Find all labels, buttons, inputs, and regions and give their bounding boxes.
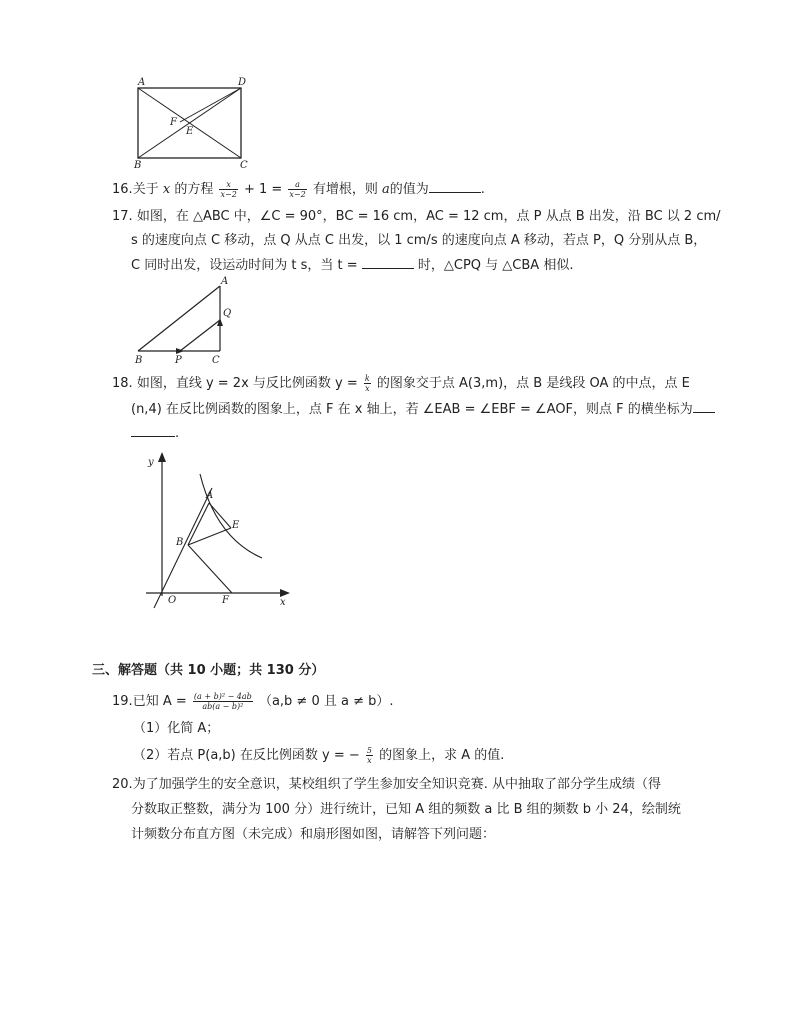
question-19-part-1: （1）化简 A； xyxy=(133,721,220,736)
question-16: 16.关于 x 的方程 $\frac{x}{x-2}$ + 1 = $\frac{a}{x-2}$ 有增根，则 a的值为 . xyxy=(112,180,485,199)
fraction: $\frac{k}{x}$ xyxy=(364,374,370,393)
label-E: E xyxy=(232,520,240,531)
label-C: C xyxy=(240,160,248,170)
question-17-line-2: s 的速度向点 C 移动，点 Q 从点 C 出发，以 1 cm/s 的速度向点 A 移动，若点 P，Q 分别从点 B， xyxy=(131,233,707,248)
answer-blank[interactable] xyxy=(693,400,715,413)
question-18-line-2: (n,4) 在反比例函数的图象上，点 F 在 x 轴上，若 ∠EAB = ∠EBF = ∠AOF，则点 F 的横坐标为 xyxy=(131,400,715,419)
question-20-line-3: 计频数分布直方图（未完成）和扇形图如图，请解答下列问题： xyxy=(131,827,496,842)
section-heading: 三、解答题（共 10 小题；共 130 分） xyxy=(92,663,325,678)
rectangle-figure xyxy=(128,74,258,170)
fraction: $\frac{x}{x-2}$ xyxy=(220,180,237,199)
label-x: x xyxy=(280,597,286,608)
label-B: B xyxy=(176,537,184,548)
answer-blank[interactable] xyxy=(429,180,481,193)
label-A: A xyxy=(221,276,229,287)
label-F: F xyxy=(170,117,177,128)
label-A: A xyxy=(138,77,146,88)
fraction: $\frac{5}{x}$ xyxy=(366,746,372,765)
answer-blank[interactable] xyxy=(131,424,175,437)
question-17-line-3: C 同时出发，设运动时间为 t s，当 t = 时，△CPQ 与 △CBA 相似. xyxy=(131,258,574,273)
triangle-figure xyxy=(128,274,248,366)
coordinate-graph-figure xyxy=(140,448,300,614)
label-Q: Q xyxy=(223,308,232,319)
label-A: A xyxy=(206,490,214,501)
answer-blank[interactable] xyxy=(362,256,414,269)
label-P: P xyxy=(175,355,182,366)
question-17-line-1: 17. 如图，在 △ABC 中，∠C = 90°，BC = 16 cm，AC = 12 cm，点 P 从点 B 出发，沿 BC 以 2 cm/ xyxy=(112,209,721,224)
label-F: F xyxy=(222,595,229,606)
label-D: D xyxy=(238,77,247,88)
label-B: B xyxy=(134,160,142,170)
question-20-line-1: 20.为了加强学生的安全意识，某校组织了学生参加安全知识竞赛. 从中抽取了部分学生成绩（得 xyxy=(112,777,661,792)
question-19: 19.已知 A = $\frac{\text{(a + b)² − 4ab}}{\text{ab(a − b)²}}$ （a,b ≠ 0 且 a ≠ b）. xyxy=(112,692,394,711)
question-18-line-3: . xyxy=(131,424,179,443)
question-18-line-1: 18. 如图，直线 y = 2x 与反比例函数 y = $\frac{k}{x}$ 的图象交于点 A(3,m)，点 B 是线段 OA 的中点，点 E xyxy=(112,374,690,393)
fraction: $\frac{\text{(a + b)² − 4ab}}{\text{ab(a − b)²}}$ xyxy=(193,692,252,711)
label-B: B xyxy=(135,355,143,366)
label-C: C xyxy=(212,355,220,366)
label-y: y xyxy=(148,457,154,468)
label-O: O xyxy=(168,595,177,606)
fraction: $\frac{a}{x-2}$ xyxy=(289,180,306,199)
question-20-line-2: 分数取正整数，满分为 100 分）进行统计，已知 A 组的频数 a 比 B 组的频数 b 小 24，绘制统 xyxy=(131,802,681,817)
question-19-part-2: （2）若点 P(a,b) 在反比例函数 y = − $\frac{5}{x}$ 的图象上，求 A 的值. xyxy=(133,746,505,765)
label-E: E xyxy=(186,126,194,137)
